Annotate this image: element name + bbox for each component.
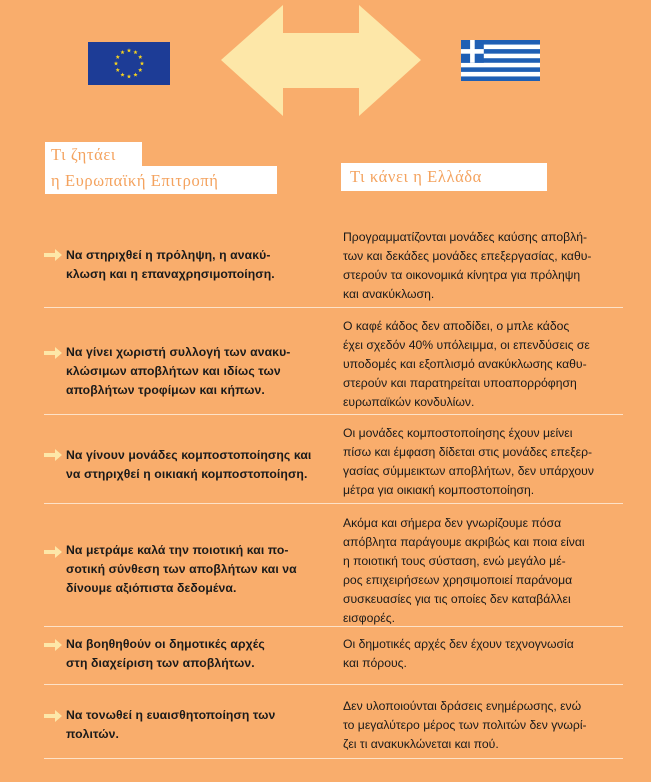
greece-column-header	[341, 163, 547, 191]
greece-status-3: Οι μονάδες κομποστοποίησης έχουν μείνει πίσω και έμφαση δίδεται στις μονάδες επεξερ- γασίας σύμμεικτων αποβλήτων, δεν υπάρχουν μέτρα για οικιακή κομποστοποίηση.	[343, 426, 594, 497]
greece-status-5: Οι δημοτικές αρχές δεν έχουν τεχνογνωσία και πόρους.	[343, 637, 574, 670]
eu-demand-2: Να γίνει χωριστή συλλογή των ανακυ- κλώσιμων αποβλήτων και ιδίως των αποβλήτων τροφίμων και κήπων.	[66, 345, 291, 397]
eu-demand-1: Να στηριχθεί η πρόληψη, η ανακύ- κλωση και η επαναχρησιμοποίηση.	[66, 248, 275, 281]
arrow-bullet-icon	[44, 249, 62, 261]
arrow-bullet-icon	[44, 710, 62, 722]
eu-header-line1: Τι ζητάει	[51, 145, 116, 164]
eu-demand-4: Να μετράμε καλά την ποιοτική και πο- σοτική σύνθεση των αποβλήτων και να δίνουμε αξιόπιστα δεδομένα.	[66, 543, 297, 595]
eu-demand-5: Να βοηθηθούν οι δημοτικές αρχές στη διαχείριση των αποβλήτων.	[66, 637, 265, 670]
eu-header-line2: η Ευρωπαϊκή Επιτροπή	[51, 171, 219, 190]
row-divider	[44, 307, 623, 308]
greece-header-text: Τι κάνει η Ελλάδα	[350, 167, 482, 186]
eu-flag-icon	[88, 42, 170, 85]
double-arrow-icon	[221, 3, 421, 118]
arrow-bullet-icon	[44, 639, 62, 651]
greece-status-2: Ο καφέ κάδος δεν αποδίδει, ο μπλε κάδος έχει σχεδόν 40% υπόλειμμα, οι επενδύσεις σε υποδομές και εξοπλισμό ανακύκλωσης καθυ- στερούν και παρατηρείται υποαπορρόφηση ευρωπαϊκών κονδυλίων.	[343, 319, 590, 409]
eu-demand-6: Να τονωθεί η ευαισθητοποίηση των πολιτών.	[66, 708, 276, 741]
row-divider	[44, 758, 623, 759]
greece-status-1: Προγραμματίζονται μονάδες καύσης αποβλή- των και δεκάδες μονάδες επεξεργασίας, καθυ- στερούν τα οικονομικά κίνητρα για πρόληψη και ανακύκλωση.	[343, 230, 592, 301]
row-divider	[44, 684, 623, 685]
row-divider	[44, 414, 623, 415]
row-divider	[44, 626, 623, 627]
arrow-bullet-icon	[44, 347, 62, 359]
eu-column-header	[45, 142, 277, 194]
row-divider	[44, 503, 623, 504]
arrow-bullet-icon	[44, 449, 62, 461]
greece-status-4: Ακόμα και σήμερα δεν γνωρίζουμε πόσα απόβλητα παράγουμε ακριβώς και ποια είναι η ποιοτική τους σύσταση, ενώ μεγάλο μέ- ρος επιχειρήσεων χρησιμοποιεί παράνομα συσκευασίες για τις οποίες δεν καταβάλλει εισφορές.	[343, 516, 585, 625]
eu-demand-3: Να γίνουν μονάδες κομποστοποίησης και να στηριχθεί η οικιακή κομποστοποίηση.	[66, 448, 312, 481]
greece-status-6: Δεν υλοποιούνται δράσεις ενημέρωσης, ενώ το μεγαλύτερο μέρος των πολιτών δεν γνωρί- ζει τι ανακυκλώνεται και πού.	[343, 699, 587, 751]
arrow-bullet-icon	[44, 546, 62, 558]
greek-flag-icon	[461, 40, 540, 81]
